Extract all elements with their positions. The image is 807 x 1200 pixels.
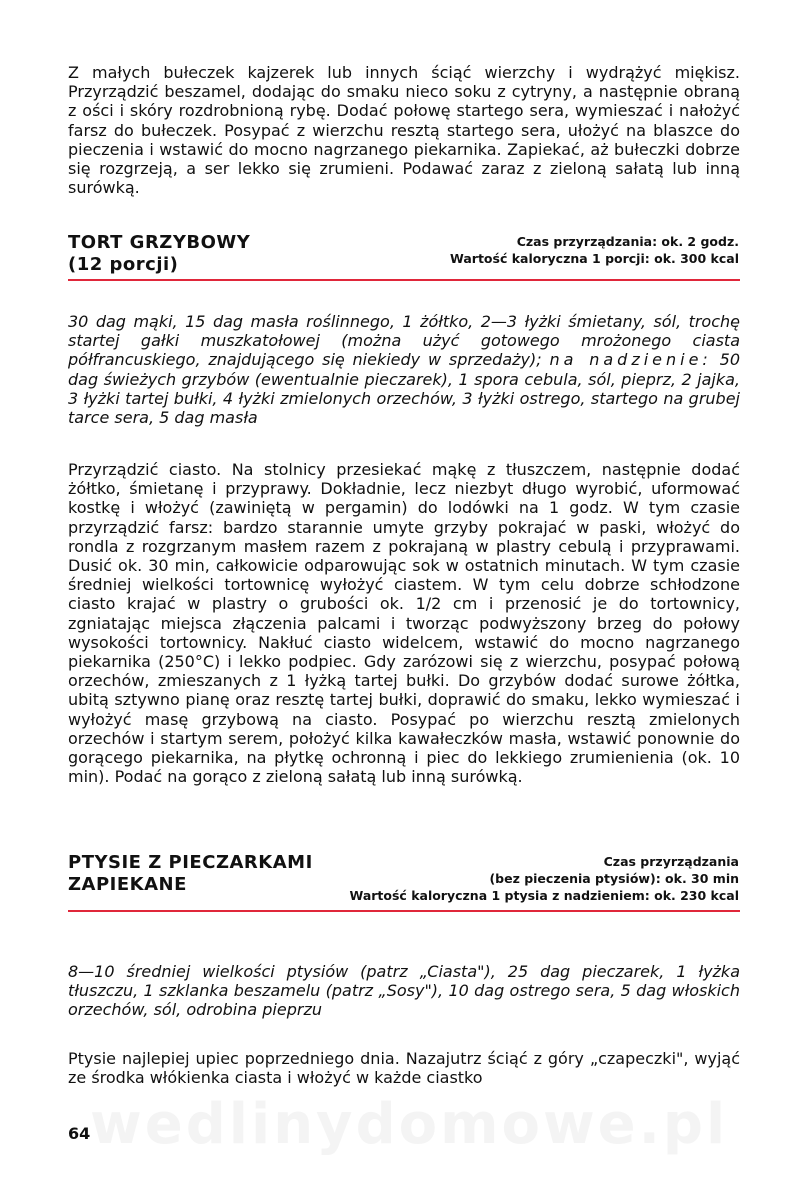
prep-time-label: Czas przyrządzania [603, 854, 739, 869]
recipe-title-line2: (12 porcji) [68, 254, 179, 275]
calories: Wartość kaloryczna 1 porcji: ok. 300 kcal [450, 251, 739, 266]
method-tort-grzybowy: Przyrządzić ciasto. Na stolnicy przesiekać mąkę z tłuszczem, następnie dodać żółtko, śmietanę i przyprawy. Dokładnie, lecz niezbyt długo wyrobić, uformować kostkę i włożyć (zawiniętą w pergamin) do lodówki na 1 godz. W tym czasie przyrządzić farsz: bardzo starannie umyte grzyby pokrajać w paski, włożyć do rondla z rozgrzanym masłem razem z pokrajaną w plastry cebulą i przyprawami. Dusić ok. 30 min, całkowicie odparowując sok w ostatnich minutach. W tym czasie średniej wielkości tortownicę wyłożyć ciastem. W tym celu dobrze schłodzone ciasto krajać w plastry o grubości ok. 1/2 cm i przenosić je do tortownicy, zgniatając miejsca złączenia palcami i tworząc podwyższony brzeg do połowy wysokości tortownicy. Nakłuć ciasto widelcem, wstawić do mocno nagrzanego piekarnika (250°C) i lekko podpiec. Gdy zarózowi się z wierzchu, posypać połową orzechów, zmieszanych z 1 łyżką tartej bułki. Do grzybów dodać surowe żółtka, ubitą sztywno pianę oraz resztę tartej bułki, doprawić do smaku, lekko wymieszać i wyłożyć masę grzybową na ciasto. Posypać po wierzchu resztą zmielonych orzechów i startym serem, położyć kilka kawałeczków masła, wstawić ponownie do gorącego piekarnika, na płytkę ochronną i piec do lekkiego zrumienienia (ok. 10 min). Podać na gorąco z zieloną sałatą lub inną surówką. [68, 460, 740, 787]
ingredients-filling-label: na nadzienie: [549, 350, 712, 370]
ingredients-part1: 30 dag mąki, 15 dag masła roślinnego, 1 żółtko, 2—3 łyżki śmietany, sól, trochę startej gałki muszkatołowej (można użyć gotowego mrożonego ciasta półfrancuskiego, znajdującego się niekiedy w sprzedaży); [68, 312, 740, 370]
recipe-title-ptysie [68, 852, 313, 896]
page-number: 64 [68, 1124, 91, 1143]
section-divider [68, 910, 740, 912]
recipe-title-tort-grzybowy [68, 232, 250, 276]
prep-time: Czas przyrządzania: ok. 2 godz. [516, 234, 739, 249]
calories: Wartość kaloryczna 1 ptysia z nadzieniem: ok. 230 kcal [349, 888, 739, 903]
recipe-title-line1: PTYSIE Z PIECZARKAMI [68, 852, 313, 873]
recipe-title-line1: TORT GRZYBOWY [68, 232, 251, 253]
ingredients-part2: 50 dag świeżych grzybów (ewentualnie pieczarek), 1 spora cebula, sól, pieprz, 2 jajka, 3 łyżki tartej bułki, 4 łyżki zmielonych orzechów, 3 łyżki ostrego, startego na grubej tarce sera, 5 dag masła [68, 350, 740, 428]
ingredients-tort-grzybowy [68, 312, 740, 427]
method-ptysie: Ptysie najlepiej upiec poprzedniego dnia. Nazajutrz ściąć z góry „czapeczki", wyjąć ze środka włókienka ciasta i włożyć w każde ciastko [68, 1049, 740, 1088]
prep-time: (bez pieczenia ptysiów): ok. 30 min [489, 871, 739, 886]
intro-paragraph: Z małych bułeczek kajzerek lub innych ściąć wierzchy i wydrążyć miękisz. Przyrządzić beszamel, dodając do smaku nieco soku z cytryny, a następnie obraną z ości i skóry rozdrobnioną rybę. Dodać połowę startego sera, wymieszać i nałożyć farsz do bułeczek. Posypać z wierzchu resztą startego sera, ułożyć na blaszce do pieczenia i wstawić do mocno nagrzanego piekarnika. Zapiekać, aż bułeczki dobrze się rozgrzeją, a ser lekko się zrumieni. Podawać zaraz z zieloną sałatą lub inną surówką. [68, 63, 740, 198]
recipe-meta-tort-grzybowy [450, 233, 739, 267]
ingredients-ptysie: 8—10 średniej wielkości ptysiów (patrz „Ciasta"), 25 dag pieczarek, 1 łyżka tłuszczu, 1 szklanka beszamelu (patrz „Sosy"), 10 dag ostrego sera, 5 dag włoskich orzechów, sól, odrobina pieprzu [68, 962, 740, 1020]
section-divider [68, 279, 740, 281]
recipe-meta-ptysie [349, 853, 739, 904]
recipe-title-line2: ZAPIEKANE [68, 874, 187, 895]
watermark: wedlinydomowe.pl [90, 1092, 729, 1157]
